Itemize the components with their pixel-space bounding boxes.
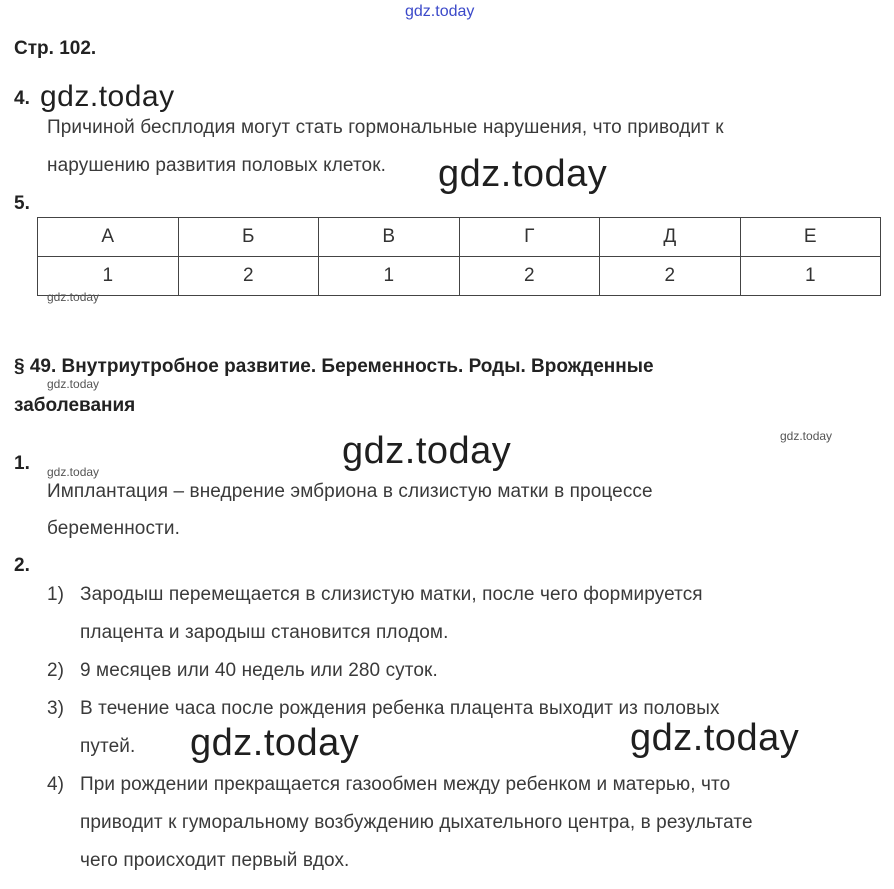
- s2-item-4-line-3: чего происходит первый вдох.: [80, 850, 350, 871]
- s2-item-3-number: 3): [47, 698, 64, 719]
- s2-item-4-line-2: приводит к гуморальному возбуждению дыхательного центра, в результате: [80, 812, 753, 833]
- section-title-line-2: заболевания: [14, 395, 136, 416]
- s2-item-4-number: 4): [47, 774, 64, 795]
- watermark-section: gdz.today: [47, 377, 100, 391]
- answer-value-cell: 1: [740, 257, 881, 296]
- s2-item-2-line-1: 9 месяцев или 40 недель или 280 суток.: [80, 660, 438, 681]
- watermark-right: gdz.today: [780, 429, 833, 443]
- answer-table: [37, 217, 881, 296]
- q4-line-2: нарушению развития половых клеток.: [47, 155, 387, 176]
- q4-line-1: Причиной бесплодия могут стать гормональные нарушения, что приводит к: [47, 117, 724, 138]
- answer-header-cell: Е: [740, 218, 881, 257]
- answer-value-cell: 1: [38, 257, 179, 296]
- answer-value-cell: 2: [178, 257, 319, 296]
- watermark-s1-small: gdz.today: [47, 465, 100, 479]
- answer-value-cell: 1: [319, 257, 460, 296]
- watermark-s1-large: gdz.today: [342, 430, 512, 472]
- answer-table-header-row: [38, 218, 881, 257]
- watermark-table: gdz.today: [47, 290, 100, 304]
- s1-line-2: беременности.: [47, 518, 180, 539]
- answer-value-cell: 2: [600, 257, 741, 296]
- s2-item-2-number: 2): [47, 660, 64, 681]
- watermark-s2-left: gdz.today: [190, 722, 360, 764]
- section-title-line-1: § 49. Внутриутробное развитие. Беременность. Роды. Врожденные: [14, 356, 654, 377]
- s2-number: 2.: [14, 555, 30, 576]
- answer-table-value-row: [38, 257, 881, 296]
- watermark-q4: gdz.today: [40, 80, 175, 113]
- watermark-s2-right: gdz.today: [630, 717, 800, 759]
- s2-item-1-number: 1): [47, 584, 64, 605]
- s2-item-1-line-1: Зародыш перемещается в слизистую матки, после чего формируется: [80, 584, 703, 605]
- answer-header-cell: Б: [178, 218, 319, 257]
- s2-item-3-line-1: В течение часа после рождения ребенка плацента выходит из половых: [80, 698, 720, 719]
- s2-item-4-line-1: При рождении прекращается газообмен между ребенком и матерью, что: [80, 774, 731, 795]
- watermark-top[interactable]: gdz.today: [405, 3, 475, 20]
- s1-number: 1.: [14, 453, 30, 474]
- s1-line-1: Имплантация – внедрение эмбриона в слизистую матки в процессе: [47, 481, 653, 502]
- answer-value-cell: 2: [459, 257, 600, 296]
- s2-item-1-line-2: плацента и зародыш становится плодом.: [80, 622, 449, 643]
- answer-header-cell: Д: [600, 218, 741, 257]
- s2-item-3-line-2: путей.: [80, 736, 136, 757]
- q5-number: 5.: [14, 193, 30, 214]
- page-reference: Стр. 102.: [14, 38, 97, 59]
- q4-number: 4.: [14, 88, 30, 109]
- watermark-q4-large: gdz.today: [438, 153, 608, 195]
- answer-header-cell: А: [38, 218, 179, 257]
- answer-header-cell: Г: [459, 218, 600, 257]
- answer-header-cell: В: [319, 218, 460, 257]
